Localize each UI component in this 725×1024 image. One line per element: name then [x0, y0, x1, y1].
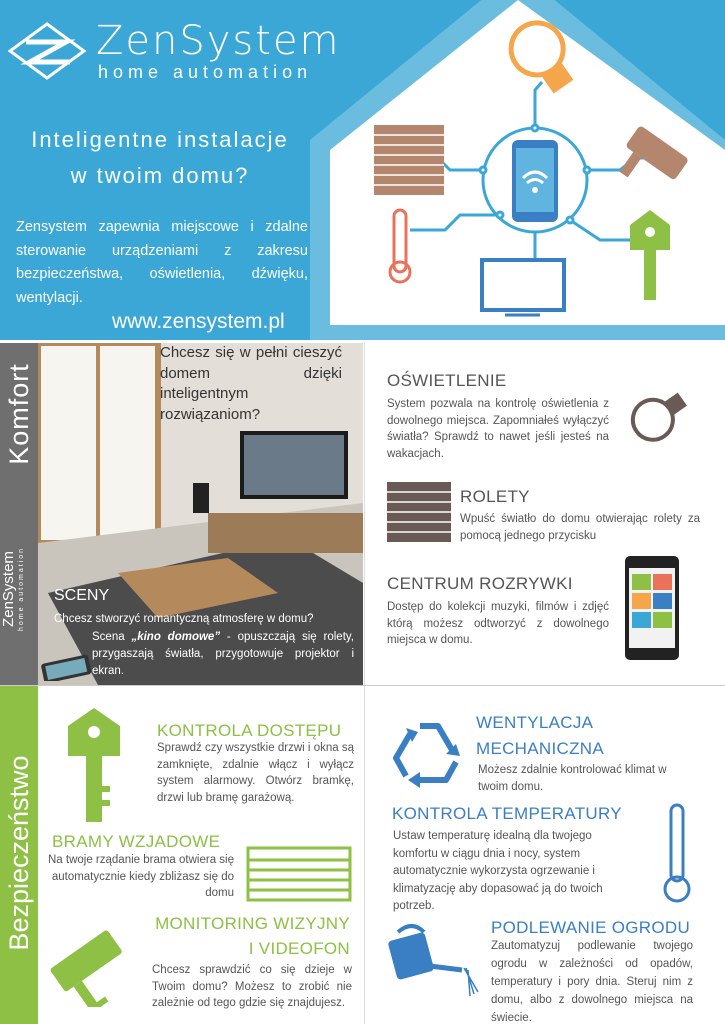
lightbulb-icon	[622, 385, 698, 447]
bramy-title: BRAMY WZJADOWE	[52, 832, 221, 851]
header-banner	[0, 0, 725, 340]
watering-can-icon	[388, 922, 482, 998]
monitoring-title	[154, 911, 350, 961]
phone-icon	[512, 140, 558, 222]
oswietlenie-text: System pozwala na kontrolę oświetlenia z dowolnego miejsca. Zapomniałeś wyłączyć światła? Sprawdź to nawet jeśli jesteś na wakacjach.	[387, 398, 609, 460]
logo-tagline: home automation	[98, 62, 313, 82]
side-logo-tag: home automation	[18, 546, 25, 632]
thermometer-icon	[390, 210, 410, 282]
smart-home-hub-diagram	[360, 10, 725, 330]
komfort-question: Chcesz się w pełni cieszyć domem dzięki inteligentnym rozwiązaniom?	[160, 344, 342, 423]
blinds-icon	[387, 482, 451, 542]
headline-line-2: w twoim domu?	[70, 163, 250, 188]
phone-remote-icon	[40, 655, 92, 681]
wentylacja-title-line-1: WENTYLACJA	[476, 713, 594, 732]
monitoring-text: Chcesz sprawdzić co się dzieje w Twoim domu? Możesz to zrobić nie zależnie od tego gdzie się znajdujesz.	[152, 964, 352, 1009]
recycle-arrows-icon	[390, 714, 466, 788]
sceny-kino-prefix: Scena	[92, 631, 132, 643]
lightbulb-icon	[501, 13, 585, 102]
vertical-divider	[364, 343, 365, 1024]
temperatura-text: Ustaw temperaturę idealną dla twojego komfortu w ciągu dnia i nocy, system automatycznie wykorzysta ogrzewanie i klimatyzację aby dopasować ją do twoich potrzeb.	[393, 830, 603, 912]
sceny-kino-text	[92, 629, 354, 680]
temperatura-title: KONTROLA TEMPERATURY	[392, 804, 622, 823]
sceny-kino-suffix: - opuszczają się rolety, przygaszają światła, przygotowuje projektor i ekran.	[92, 631, 354, 677]
gate-icon	[246, 846, 352, 902]
oswietlenie-title: OŚWIETLENIE	[387, 371, 507, 390]
kontrola-dostepu-title: KONTROLA DOSTĘPU	[157, 721, 342, 740]
key-icon	[68, 708, 120, 822]
section-divider	[0, 685, 725, 686]
monitoring-title-line-1: MONITORING WIZYJNY	[155, 914, 350, 933]
wentylacja-title	[476, 710, 604, 762]
sceny-text: Chcesz stworzyć romantyczną atmosferę w domu?	[54, 613, 314, 625]
tv-icon	[482, 260, 564, 315]
rolety-title: ROLETY	[460, 487, 530, 506]
sceny-kino-em: „kino domowe”	[131, 631, 221, 643]
wentylacja-text: Możesz zdalnie kontrolować klimat w twoim domu.	[478, 764, 667, 793]
smartphone-app-icon	[625, 556, 679, 660]
podlewanie-text: Zautomatyzuj podlewanie twojego ogrodu w zależności od opadów, temperatury i pory dnia. Steruj nim z domu, albo z dowolnego miejsca na świecie.	[491, 940, 693, 1024]
kontrola-dostepu-text: Sprawdź czy wszystkie drzwi i okna są zamknięte, zdalnie włącz i wyłącz system alarmowy. Otwórz bramkę, drzwi lub bramę garażową.	[157, 742, 354, 804]
rozrywka-text: Dostęp do kolekcji muzyki, filmów i zdjęć którą możesz odtworzyć z dowolnego miejsca w domu.	[387, 601, 609, 646]
window-blinds-icon	[374, 125, 444, 195]
side-logo	[0, 532, 38, 646]
podlewanie-title: PODLEWANIE OGRODU	[491, 918, 691, 937]
rozrywka-title: CENTRUM ROZRYWKI	[387, 574, 573, 593]
zensystem-logo-icon	[8, 22, 86, 80]
thermometer-icon	[662, 803, 692, 903]
security-camera-icon	[45, 925, 137, 1007]
logo-name: ZenSystem	[96, 18, 341, 64]
sceny-title: SCENY	[54, 587, 110, 604]
monitoring-title-line-2: I VIDEOFON	[248, 939, 350, 958]
komfort-label: Komfort	[4, 363, 34, 465]
rolety-text: Wpuść światło do domu otwierając rolety za pomocą jednego przycisku	[460, 513, 700, 542]
side-logo-name: ZenSystem	[0, 551, 17, 627]
headline-line-1: Inteligentne instalacje	[31, 127, 289, 152]
bezpieczenstwo-label: Bezpieczeństwo	[4, 755, 34, 951]
intro-text: Zensystem zapewnia miejscowe i zdalne sterowanie urządzeniami z zakresu bezpieczeństwa, oświetlenia, dźwięku, wentylacji.	[16, 219, 308, 306]
security-camera-icon	[611, 125, 689, 200]
website-link[interactable]: www.zensystem.pl	[112, 310, 285, 333]
headline	[10, 122, 310, 194]
bramy-text: Na twoje rządanie brama otwiera się automatycznie kiedy zbliżasz się do domu	[47, 854, 234, 899]
wentylacja-title-line-2: MECHANICZNA	[476, 739, 604, 758]
key-icon	[630, 210, 670, 300]
